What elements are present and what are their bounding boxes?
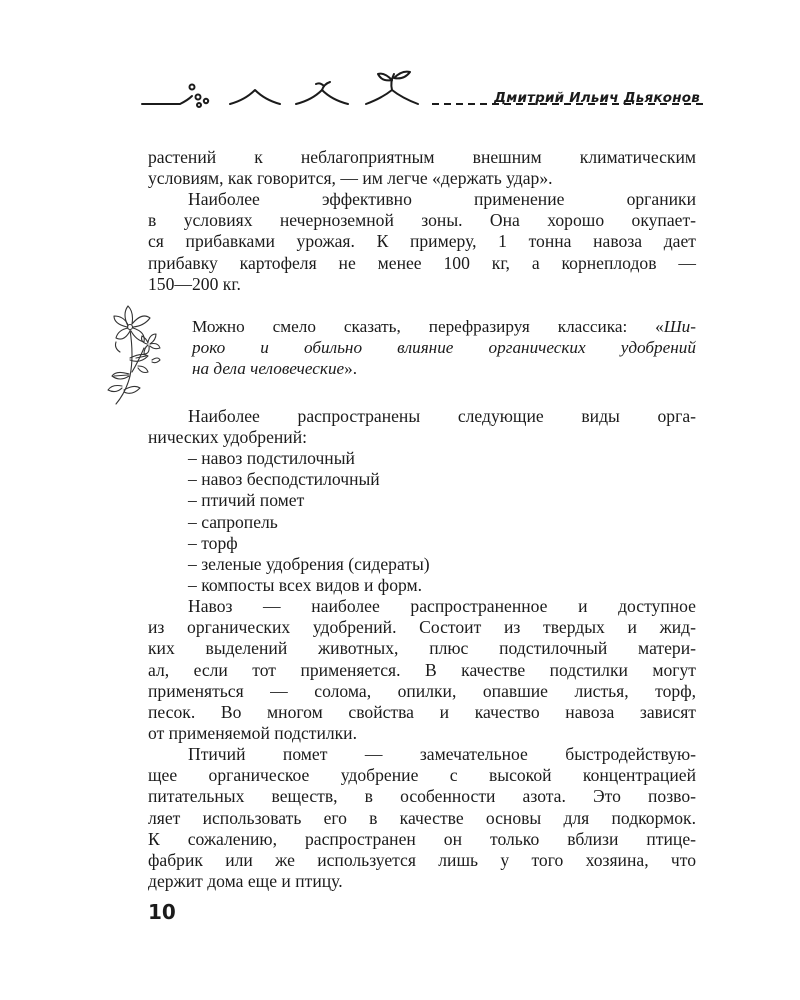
text-line: ких выделений животных, плюс подстилочный матери- <box>148 638 696 659</box>
quote-block <box>100 296 700 416</box>
text-line: растений к неблагоприятным внешним климатическим <box>148 147 696 167</box>
text-line: держит дома еще и птицу. <box>148 871 343 892</box>
text-line: Наиболее эффективно применение органики <box>188 189 696 209</box>
text-line: от применяемой подстилки. <box>148 723 357 744</box>
quote-italic: на дела человеческие <box>192 359 345 378</box>
quote-line: ». <box>344 359 358 378</box>
text-line: нических удобрений: <box>148 427 308 448</box>
list-item: – зеленые удобрения (сидераты) <box>188 554 430 575</box>
text-line: условиям, как говорится, — им легче «держать удар». <box>148 168 553 189</box>
text-line: ляет использовать его в качестве основы для подкормок. <box>148 807 696 828</box>
text-line: 150—200 кг. <box>148 273 241 294</box>
text-line: ал, если тот применяется. В качестве подстилки могут <box>148 659 696 680</box>
text-line: ся прибавками урожая. К примеру, 1 тонна навоза дает <box>148 231 696 252</box>
quote-text <box>192 316 696 379</box>
text-line: песок. Во многом свойства и качество навоза зависят <box>148 702 696 723</box>
text-line: щее органическое удобрение с высокой концентрацией <box>148 765 696 786</box>
list-item: – сапропель <box>188 511 278 532</box>
text-line: фабрик или же используется лишь у того хозяина, что <box>148 850 696 871</box>
list-item: – компосты всех видов и форм. <box>188 575 423 596</box>
paragraph-1 <box>148 147 696 189</box>
paragraph-2 <box>148 189 696 295</box>
text-line: применяться — солома, опилки, опавшие листья, торф, <box>148 680 696 701</box>
text-line: Птичий помет — замечательное быстродействую- <box>188 744 696 764</box>
text-line: Наиболее распространены следующие виды орга- <box>188 406 696 426</box>
paragraph-4 <box>148 596 696 744</box>
paragraph-5 <box>148 744 696 892</box>
flower-icon <box>100 296 176 408</box>
fertilizer-list <box>188 448 430 596</box>
list-item: – навоз подстилочный <box>188 448 355 468</box>
text-line: прибавку картофеля не менее 100 кг, а корнеплодов — <box>148 252 696 273</box>
text-line: Навоз — наиболее распространенное и доступное <box>188 596 696 616</box>
page-number: 10 <box>148 900 176 924</box>
list-item: – навоз бесподстилочный <box>188 469 380 490</box>
text-line: в условиях нечерноземной зоны. Она хорошо окупает- <box>148 210 696 231</box>
quote-line: Можно смело сказать, перефразируя классика: « <box>192 317 664 336</box>
author-name: Дмитрий Ильич Дьяконов <box>494 90 700 106</box>
list-item: – торф <box>188 532 238 553</box>
quote-line: роко и обильно влияние органических удобрений <box>192 338 696 357</box>
text-line: К сожалению, распространен он только вблизи птице- <box>148 828 696 849</box>
text-line: питательных веществ, в особенности азота. Это позво- <box>148 786 696 807</box>
running-header <box>140 60 704 120</box>
list-item: – птичий помет <box>188 490 305 511</box>
quote-italic: Ши- <box>663 317 696 336</box>
text-line: из органических удобрений. Состоит из твердых и жид- <box>148 617 696 638</box>
paragraph-3 <box>148 406 696 448</box>
